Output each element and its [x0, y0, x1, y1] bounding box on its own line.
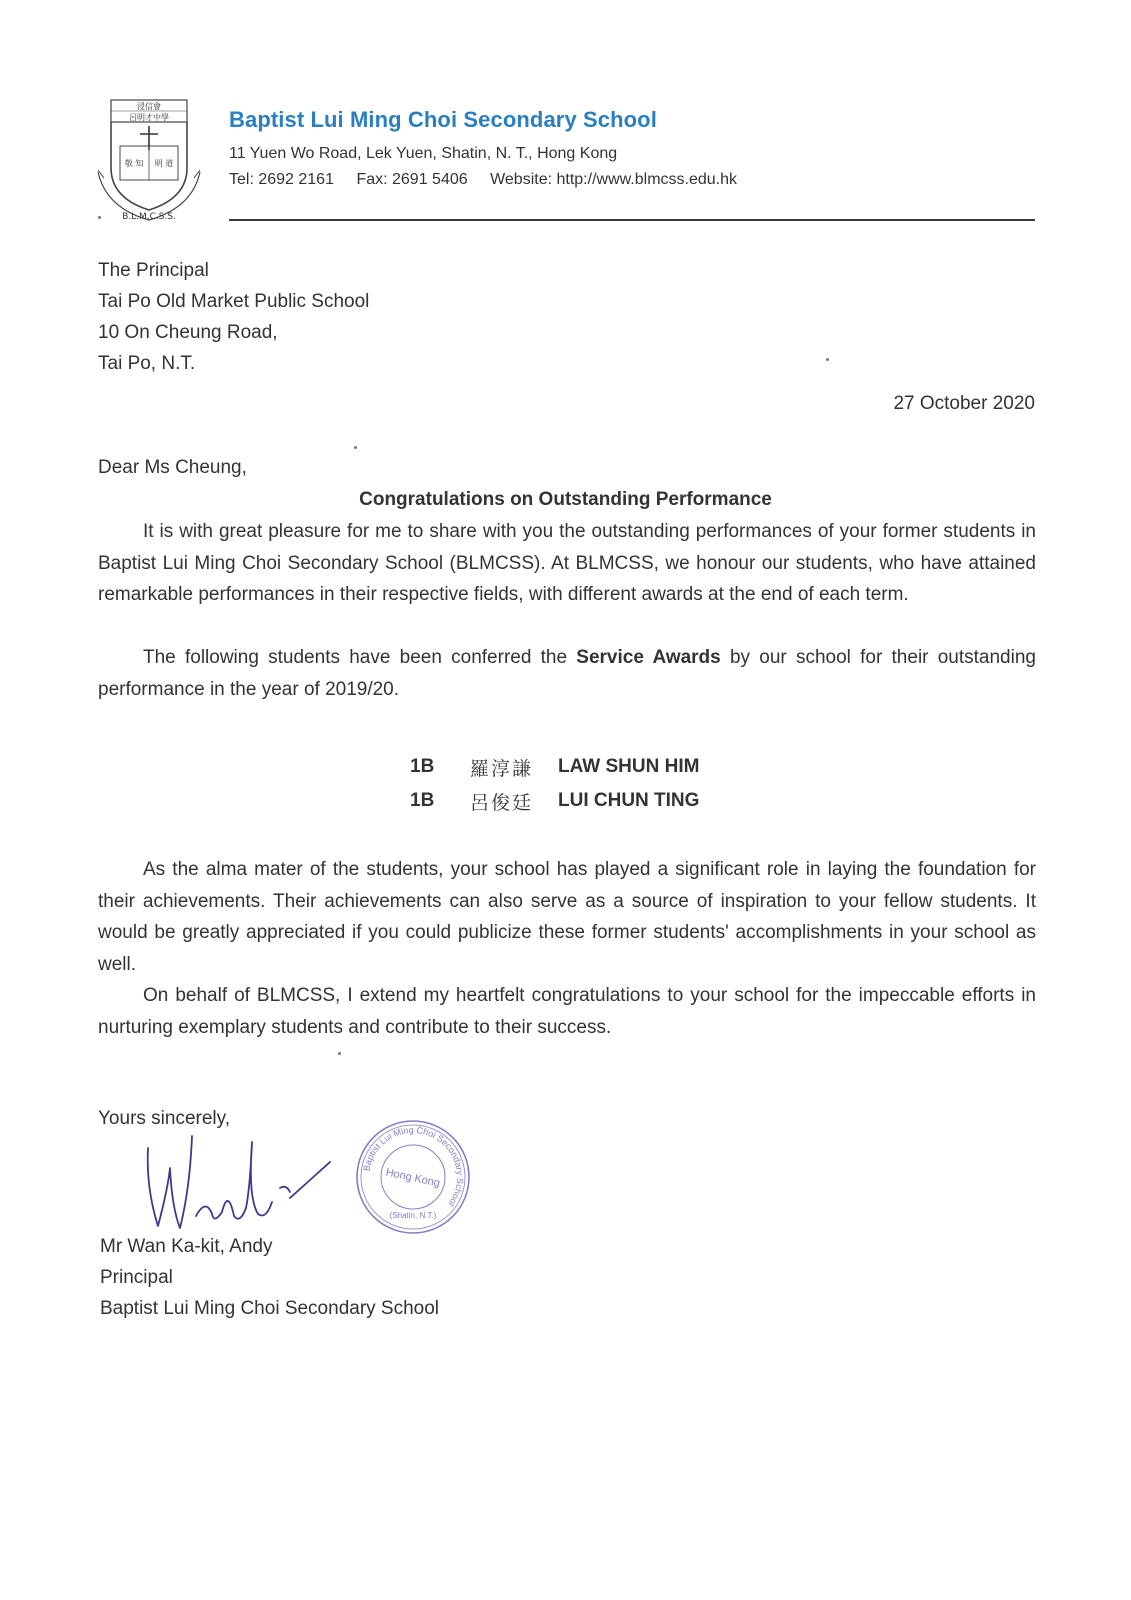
closing: Yours sincerely,: [98, 1108, 231, 1129]
letter-date: 27 October 2020: [893, 393, 1035, 414]
school-name-heading: Baptist Lui Ming Choi Secondary School: [229, 107, 657, 132]
paragraph-4-text: On behalf of BLMCSS, I extend my heartfelt congratulations to your school for the impeccable efforts in nurturing exemplary students and contribute to their success.: [98, 985, 1036, 1038]
student-row: [410, 784, 699, 818]
signatory-title: Principal: [100, 1267, 173, 1288]
svg-text:明 道: 明 道: [154, 159, 174, 168]
scan-speck: [354, 446, 357, 449]
svg-text:Hong Kong: Hong Kong: [384, 1166, 441, 1190]
student-list: [410, 750, 699, 818]
paragraph-3: [98, 854, 1036, 980]
school-fax: Fax: 2691 5406: [356, 171, 468, 188]
paragraph-2-text-a: The following students have been conferred the: [143, 647, 577, 668]
svg-text:(Shatin, N.T.): (Shatin, N.T.): [389, 1211, 437, 1220]
paragraph-4: [98, 980, 1036, 1043]
signatory-name: Mr Wan Ka-kit, Andy: [100, 1236, 273, 1257]
student-class: 1B: [410, 756, 435, 777]
svg-text:B.L.M.C.S.S.: B.L.M.C.S.S.: [122, 212, 176, 222]
school-seal-stamp: [354, 1118, 472, 1236]
scan-speck: [826, 358, 829, 361]
school-tel: Tel: 2692 2161: [229, 171, 334, 188]
school-crest-logo: [96, 98, 202, 226]
recipient-line-1: The Principal: [98, 260, 209, 281]
student-english-name: LUI CHUN TING: [558, 790, 700, 811]
paragraph-1: [98, 516, 1036, 611]
school-website: Website: http://www.blmcss.edu.hk: [490, 171, 738, 188]
svg-text:浸信會: 浸信會: [137, 102, 161, 111]
student-class: 1B: [410, 790, 435, 811]
school-contact-line: [229, 171, 755, 189]
letter-subject: Congratulations on Outstanding Performance: [359, 489, 772, 510]
student-chinese-name: 呂俊廷: [470, 791, 534, 814]
svg-text:呂明才中學: 呂明才中學: [129, 113, 169, 122]
award-name: Service Awards: [576, 647, 721, 668]
salutation: Dear Ms Cheung,: [98, 457, 247, 478]
school-address: 11 Yuen Wo Road, Lek Yuen, Shatin, N. T., Hong Kong: [229, 145, 618, 162]
scan-speck: [338, 1052, 341, 1055]
scan-speck: [98, 216, 101, 219]
paragraph-1-text: It is with great pleasure for me to share with you the outstanding performances of your former students in Baptist Lui Ming Choi Secondary School (BLMCSS). At BLMCSS, we honour our students, who have attained remarkable performances in their respective fields, with different awards at the end of each term.: [98, 521, 1036, 605]
paragraph-2: [98, 642, 1036, 705]
svg-text:敬 知: 敬 知: [124, 159, 144, 168]
handwritten-signature: [140, 1128, 340, 1238]
svg-text:Baptist Lui Ming Choi Secondar: Baptist Lui Ming Choi Secondary School: [361, 1124, 466, 1209]
paragraph-3-text: As the alma mater of the students, your school has played a significant role in laying the foundation for their achievements. Their achievements can also serve as a source of inspiration to your fellow students. It would be greatly appreciated if you could publicize these former students' accomplishments in your school as well.: [98, 859, 1036, 975]
signatory-organisation: Baptist Lui Ming Choi Secondary School: [100, 1298, 440, 1319]
letterhead-divider: [229, 219, 1035, 221]
student-row: [410, 750, 699, 784]
recipient-line-4: Tai Po, N.T.: [98, 353, 196, 374]
student-chinese-name: 羅淳謙: [470, 757, 534, 780]
recipient-line-3: 10 On Cheung Road,: [98, 322, 278, 343]
recipient-line-2: Tai Po Old Market Public School: [98, 291, 370, 312]
student-english-name: LAW SHUN HIM: [558, 756, 700, 777]
paragraph-2-text-b: by our school for their outstanding performance in the year of 2019/20.: [98, 647, 1036, 700]
